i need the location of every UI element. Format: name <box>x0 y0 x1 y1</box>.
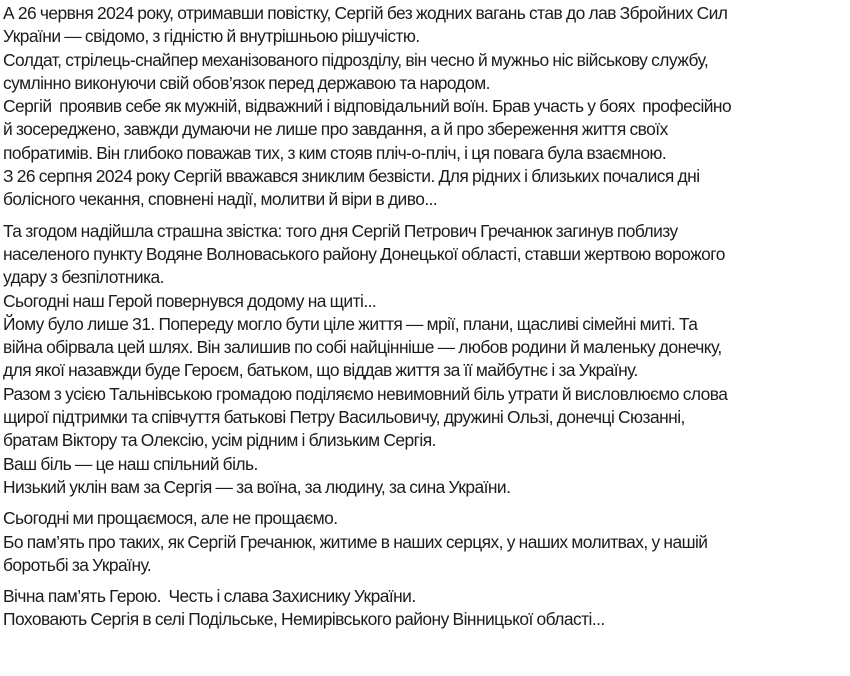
text-line: болісного чекання, сповнені надії, молитви й віри в диво... <box>3 189 438 210</box>
text-line: для якої назавжди буде Героєм, батьком, що віддав життя за її майбутнє і за Україну. <box>3 360 638 381</box>
text-line: боротьбі за Україну. <box>3 554 152 575</box>
paragraph-spacer <box>3 499 850 507</box>
paragraph-spacer <box>3 212 850 220</box>
paragraph-loss <box>3 220 850 500</box>
text-line: Низький уклін вам за Сергія — за воїна, за людину, за сина України. <box>3 476 511 497</box>
text-line: Та згодом надійшла страшна звістка: того дня Сергій Петрович Гречанюк загинув поблизу <box>3 220 678 241</box>
text-line: й зосереджено, завжди думаючи не лише про завдання, а й про збереження життя своїх <box>3 119 668 140</box>
text-line: Разом з усією Тальнівською громадою поділяємо невимовний біль утрати й висловлюємо слова <box>3 383 728 404</box>
text-line: сумлінно виконуючи свій обов’язок перед державою та народом. <box>3 72 490 93</box>
text-line: Солдат, стрілець-снайпер механізованого підрозділу, він чесно й мужньо ніс військову службу, <box>3 49 709 70</box>
text-line: Сьогодні ми прощаємося, але не прощаємо. <box>3 508 338 529</box>
text-line: Поховають Сергія в селі Подільське, Немирівського району Вінницької області... <box>3 609 605 630</box>
text-line: Вічна пам’ять Герою. Честь і слава Захиснику України. <box>3 586 416 607</box>
text-line: побратимів. Він глибоко поважав тих, з ким стояв пліч-о-пліч, і ця повага була взаємною. <box>3 142 667 163</box>
text-line: Сергій проявив себе як мужній, відважний і відповідальний воїн. Брав участь у боях професійно <box>3 96 732 117</box>
text-line: удару з безпілотника. <box>3 267 164 288</box>
text-line: Сьогодні наш Герой повернувся додому на щиті... <box>3 290 377 311</box>
text-line: Йому було лише 31. Попереду могло бути ціле життя — мрії, плани, щасливі сімейні миті. Та <box>3 313 698 334</box>
text-line: війна обірвала цей шлях. Він залишив по собі найцінніше — любов родини й маленьку донечку, <box>3 337 722 358</box>
text-line: З 26 серпня 2024 року Сергій вважався зниклим безвісти. Для рідних і близьких почалися дні <box>3 166 700 187</box>
paragraph-burial <box>3 585 850 632</box>
text-line: Бо пам’ять про таких, як Сергій Гречанюк, житиме в наших серцях, у наших молитвах, у нашій <box>3 531 708 552</box>
text-line: України — свідомо, з гідністю й внутрішньою рішучістю. <box>3 26 420 47</box>
text-line: братам Віктору та Олексію, усім рідним і близьким Сергія. <box>3 430 436 451</box>
text-line: населеного пункту Водяне Волноваського району Донецької області, ставши жертвою ворожого <box>3 243 725 264</box>
paragraph-farewell <box>3 507 850 577</box>
text-line: Ваш біль — це наш спільний біль. <box>3 453 258 474</box>
paragraph-service <box>3 2 850 212</box>
text-line: щирої підтримки та співчуття батькові Петру Васильовичу, дружині Ользі, донечці Сюзанні, <box>3 407 685 428</box>
paragraph-spacer <box>3 577 850 585</box>
text-line: А 26 червня 2024 року, отримавши повістку, Сергій без жодних вагань став до лав Збройних Сил <box>3 3 728 23</box>
